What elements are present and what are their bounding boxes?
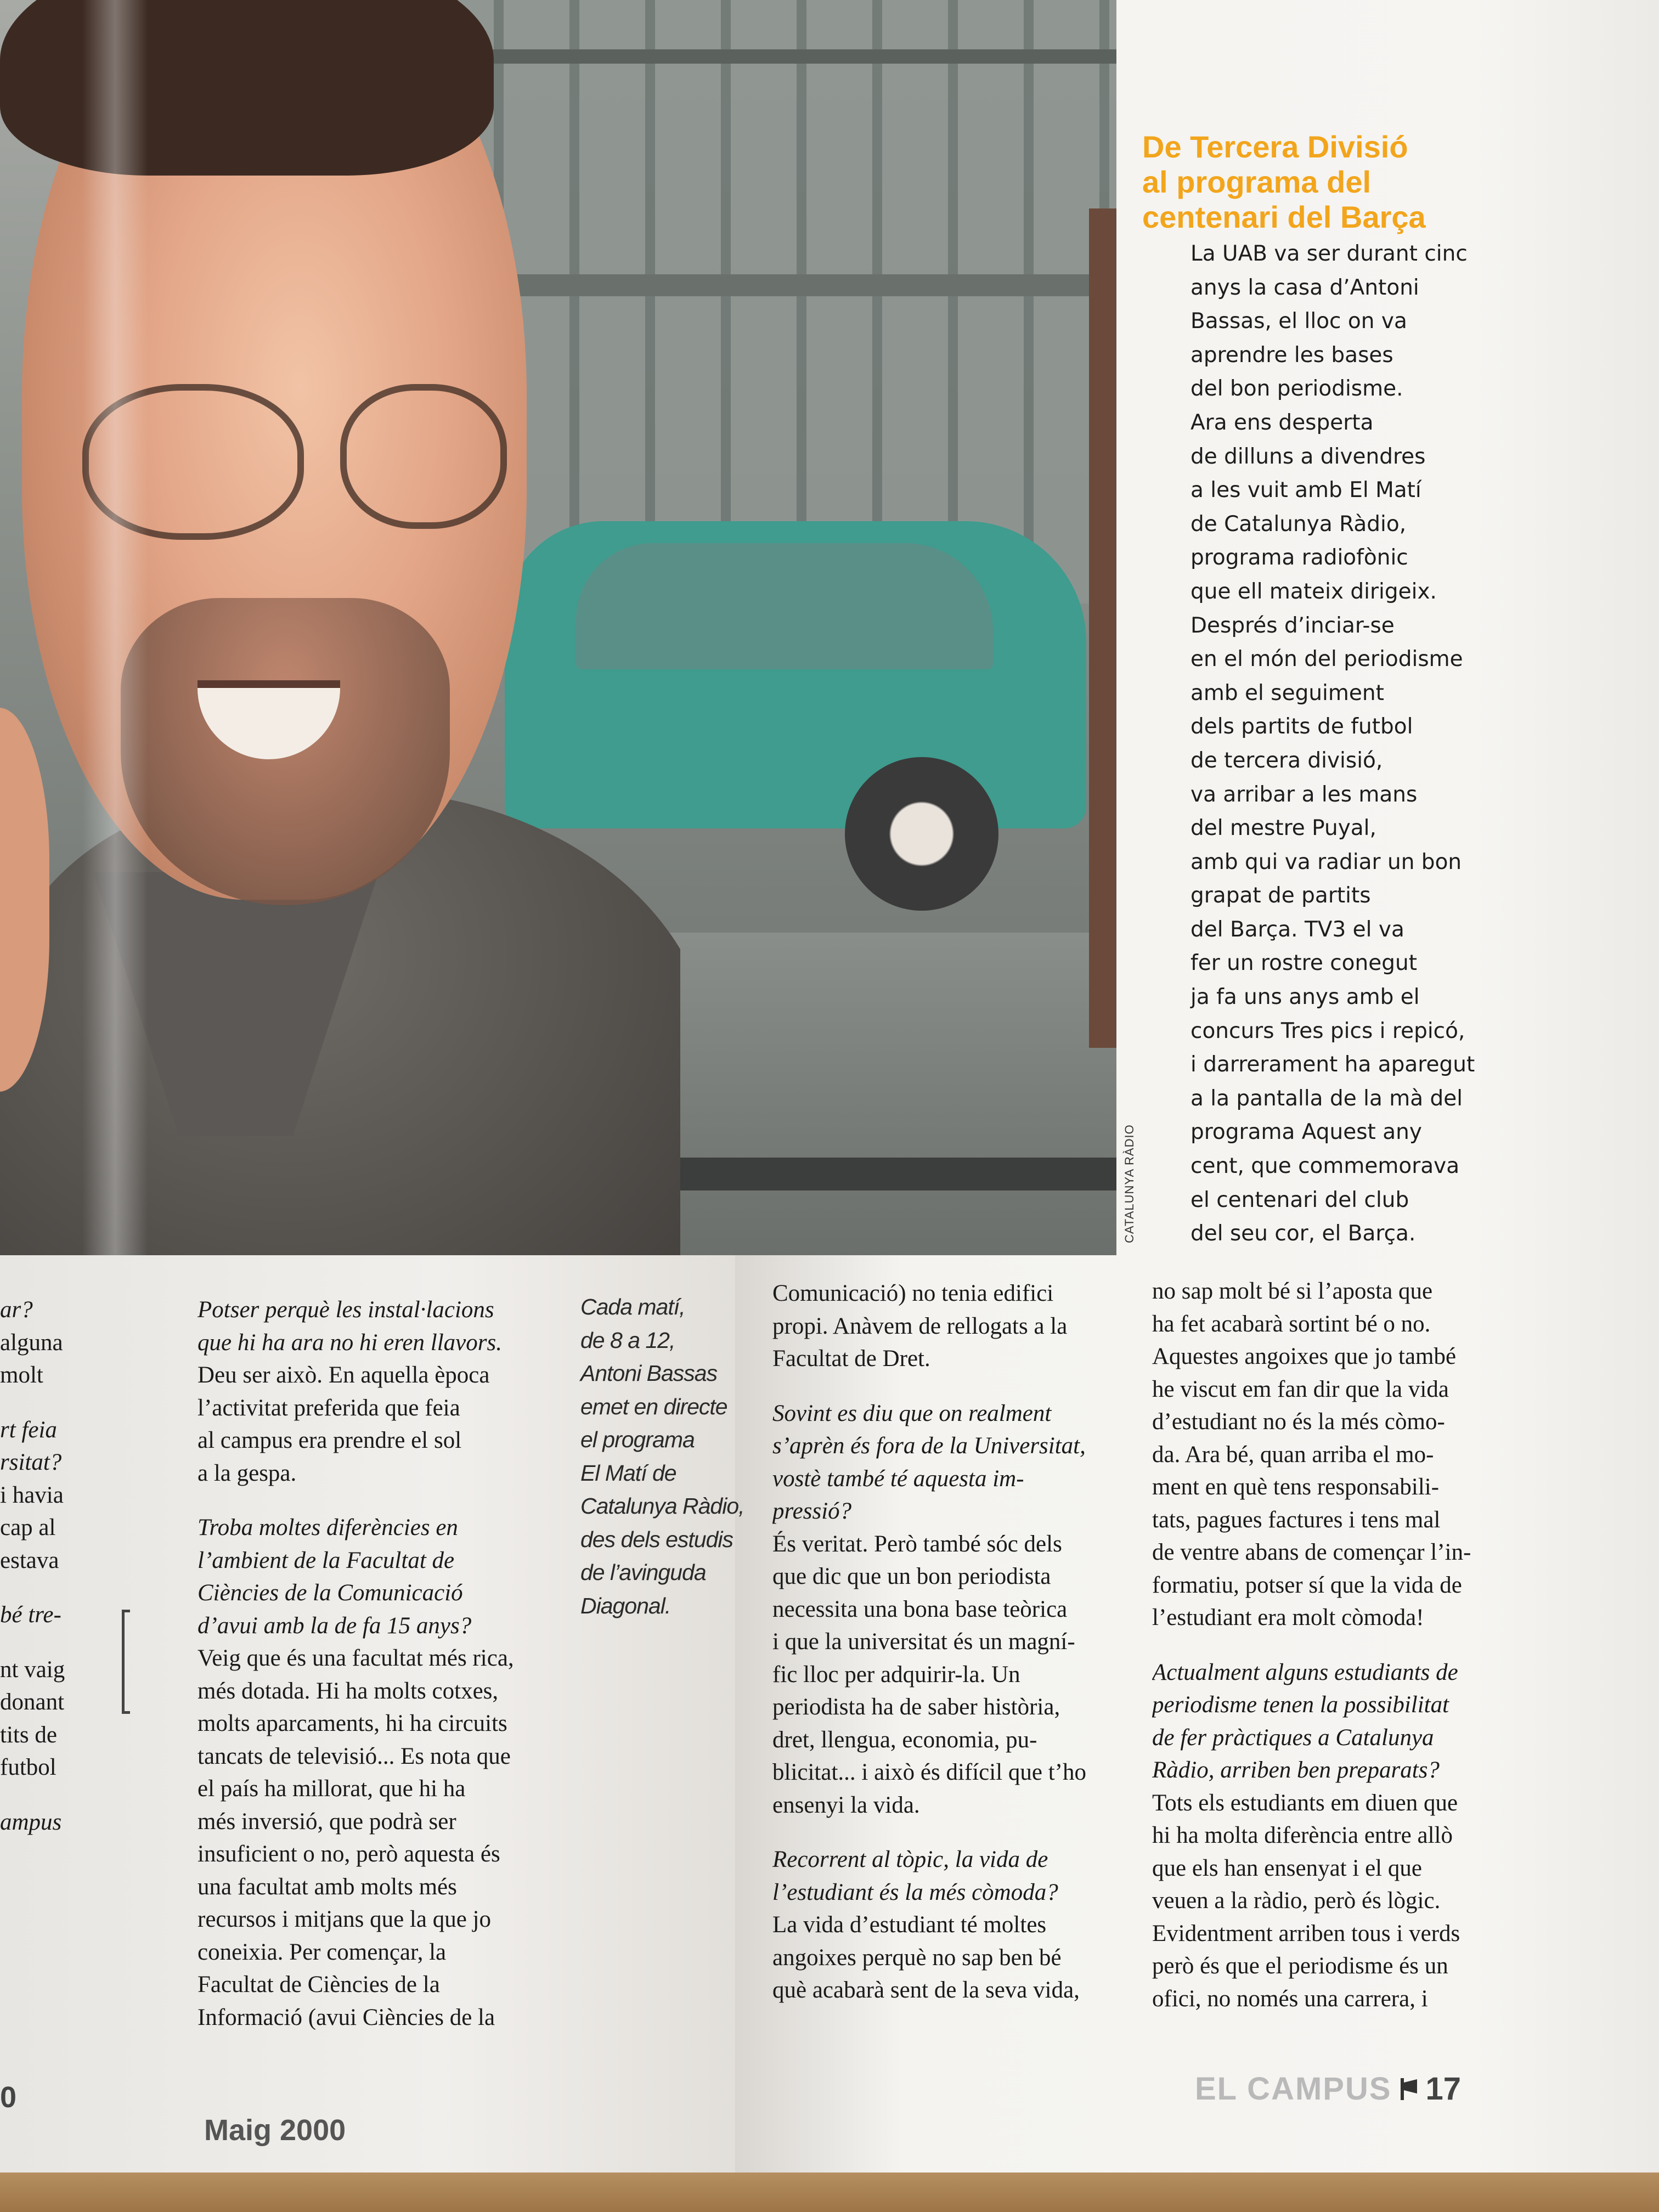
text-line: s’aprèn és fora de la Universitat, [772, 1433, 1086, 1459]
caption-line: de l’avinguda [580, 1560, 706, 1585]
text-line: És veritat. Però també sóc dels [772, 1531, 1062, 1557]
flag-icon [1400, 2077, 1418, 2101]
text-line: i que la universitat és un magní- [772, 1629, 1075, 1655]
text-line: La vida d’estudiant té moltes [772, 1912, 1047, 1938]
sidebar-line: aprendre les bases [1190, 342, 1393, 368]
caption-line: El Matí de [580, 1460, 676, 1486]
desk-surface [0, 2172, 1659, 2212]
text-line: Tots els estudiants em diuen que [1152, 1790, 1458, 1816]
sidebar-line: grapat de partits [1190, 883, 1371, 909]
sidebar-line: del seu cor, el Barça. [1190, 1221, 1416, 1246]
text-line: que hi ha ara no hi eren llavors. [198, 1329, 502, 1356]
sidebar-line: cent, que commemorava [1190, 1154, 1460, 1179]
paragraph-gap [0, 1632, 70, 1654]
text-line: ment en què tens responsabili- [1152, 1474, 1440, 1500]
text-line: més dotada. Hi ha molts cotxes, [198, 1678, 499, 1704]
text-line: tits de [0, 1722, 57, 1748]
paragraph-gap [0, 1392, 70, 1414]
text-line: d’avui amb la de fa 15 anys? [198, 1612, 472, 1639]
text-line: donant [0, 1689, 65, 1715]
text-line: què acabarà sent de la seva vida, [772, 1977, 1080, 2003]
sidebar-title [1142, 129, 1493, 235]
photo-credit: CATALUNYA RÀDIO [1122, 1124, 1136, 1243]
sidebar-line: a la pantalla de la mà del [1190, 1086, 1463, 1111]
sidebar-line: ja fa uns anys amb el [1190, 985, 1420, 1010]
sidebar-line: dels partits de futbol [1190, 714, 1413, 740]
text-line: futbol [0, 1754, 57, 1780]
text-line: angoixes perquè no sap ben bé [772, 1944, 1062, 1971]
paragraph-gap [0, 1577, 70, 1599]
sidebar-line: fer un rostre conegut [1190, 951, 1417, 976]
text-line: veuen a la ràdio, però és lògic. [1152, 1888, 1441, 1914]
sidebar-line: amb qui va radiar un bon [1190, 849, 1462, 874]
text-line: recursos i mitjans que la que jo [198, 1906, 491, 1932]
text-line: fic lloc per adquirir-la. Un [772, 1661, 1020, 1688]
text-line: d’estudiant no és la més còmo- [1152, 1409, 1445, 1435]
caption-line: Cada matí, [580, 1294, 685, 1319]
text-line: l’activitat preferida que feia [198, 1395, 460, 1421]
text-line: ofici, no només una carrera, i [1152, 1985, 1428, 2012]
text-line: ha fet acabarà sortint bé o no. [1152, 1311, 1431, 1337]
text-line: a la gespa. [198, 1460, 297, 1486]
sidebar-line: de tercera divisió, [1190, 748, 1383, 773]
issue-date: Maig 2000 [204, 2114, 346, 2147]
photo-car-wheel [845, 757, 998, 911]
text-line: Informació (avui Ciències de la [198, 2004, 495, 2030]
portrait-photo [0, 0, 1116, 1255]
paragraph-gap [1152, 1634, 1515, 1656]
text-line: Troba moltes diferències en [198, 1515, 458, 1541]
text-line: de ventre abans de començar l’in- [1152, 1539, 1471, 1565]
text-line: rt feia [0, 1417, 57, 1443]
cut-off-column [0, 1294, 70, 1838]
text-line: però és que el periodisme és un [1152, 1953, 1448, 1979]
page-number: 17 [1425, 2071, 1462, 2107]
text-line: periodisme tenen la possibilitat [1152, 1692, 1449, 1718]
text-line: el país ha millorat, que hi ha [198, 1776, 466, 1802]
text-line: molt [0, 1362, 43, 1388]
caption-line: el programa [580, 1427, 695, 1452]
sidebar-title-line: centenari del Barça [1142, 200, 1426, 234]
sidebar-line: programa Aquest any [1190, 1120, 1422, 1145]
text-line: no sap molt bé si l’aposta que [1152, 1278, 1433, 1304]
sidebar-title-line: al programa del [1142, 165, 1372, 199]
text-line: Deu ser això. En aquella època [198, 1362, 490, 1388]
text-line: coneixia. Per començar, la [198, 1939, 447, 1965]
text-line: rsitat? [0, 1449, 62, 1475]
caption-line: emet en directe [580, 1393, 727, 1419]
sidebar-line: La UAB va ser durant cinc [1190, 241, 1468, 266]
left-page-number: 0 [0, 2081, 17, 2114]
text-line: Comunicació) no tenia edifici [772, 1280, 1054, 1306]
text-line: vostè també té aquesta im- [772, 1465, 1024, 1492]
caption-line: Diagonal. [580, 1593, 671, 1618]
text-line: propi. Anàvem de rellogats a la [772, 1313, 1068, 1339]
sidebar-line: Bassas, el lloc on va [1190, 309, 1407, 334]
text-line: al campus era prendre el sol [198, 1427, 462, 1453]
page-fold-highlight [82, 0, 148, 1255]
text-line: més inversió, que podrà ser [198, 1808, 456, 1835]
text-line: Facultat de Ciències de la [198, 1972, 440, 1997]
text-line: tats, pagues factures i tens mal [1152, 1506, 1441, 1533]
photo-hair [0, 0, 494, 176]
text-line: ar? [0, 1297, 33, 1323]
photo-caption [580, 1290, 745, 1622]
sidebar-line: Ara ens desperta [1190, 410, 1374, 435]
sidebar-line: el centenari del club [1190, 1187, 1409, 1212]
text-line: Veig que és una facultat més rica, [198, 1645, 514, 1671]
sidebar-line: del mestre Puyal, [1190, 816, 1376, 841]
photo-window-pillar [1089, 208, 1116, 1048]
paragraph-gap [772, 1821, 1128, 1843]
text-line: alguna [0, 1329, 63, 1356]
text-line: molts aparcaments, hi ha circuits [198, 1711, 507, 1736]
text-line: Evidentment arriben tous i verds [1152, 1920, 1460, 1946]
article-column-2 [772, 1277, 1128, 2007]
sidebar-line: programa radiofònic [1190, 545, 1408, 571]
page-margin-mark [122, 1610, 130, 1714]
sidebar-line: del bon periodisme. [1190, 376, 1403, 402]
sidebar-body [1190, 237, 1509, 1251]
text-line: Actualment alguns estudiants de [1152, 1659, 1458, 1685]
sidebar-line: de Catalunya Ràdio, [1190, 511, 1407, 537]
article-column-1 [198, 1294, 553, 2034]
sidebar-line: en el món del periodisme [1190, 647, 1463, 672]
text-line: necessita una bona base teòrica [772, 1596, 1068, 1622]
text-line: da. Ara bé, quan arriba el mo- [1152, 1441, 1434, 1468]
sidebar-line: i darrerament ha aparegut [1190, 1052, 1475, 1077]
caption-line: de 8 a 12, [580, 1327, 675, 1353]
text-line: periodista ha de saber història, [772, 1694, 1060, 1720]
text-line: l’ambient de la Facultat de [198, 1547, 455, 1573]
text-line: que els han ensenyat i el que [1152, 1855, 1422, 1881]
sidebar-line: concurs Tres pics i repicó, [1190, 1018, 1465, 1043]
text-line: de fer pràctiques a Catalunya [1152, 1724, 1434, 1751]
text-line: Ciències de la Comunicació [198, 1580, 463, 1606]
sidebar-line: que ell mateix dirigeix. [1190, 579, 1437, 604]
sidebar-title-line: De Tercera Divisió [1142, 129, 1408, 164]
text-line: bé tre- [0, 1602, 61, 1628]
paragraph-gap [0, 1784, 70, 1806]
text-line: Recorrent al tòpic, la vida de [772, 1847, 1048, 1872]
text-line: una facultat amb molts més [198, 1874, 457, 1900]
text-line: estava [0, 1547, 59, 1573]
magazine-name: EL CAMPUS [1195, 2071, 1392, 2107]
text-line: nt vaig [0, 1656, 65, 1683]
sidebar-line: amb el seguiment [1190, 680, 1384, 706]
text-line: cap al [0, 1515, 56, 1541]
text-line: he viscut em fan dir que la vida [1152, 1376, 1449, 1402]
sidebar-line: anys la casa d’Antoni [1190, 275, 1419, 300]
sidebar-line: Després d’inciar-se [1190, 613, 1395, 638]
text-line: hi ha molta diferència entre allò [1152, 1822, 1453, 1848]
text-line: insuficient o no, però aquesta és [198, 1841, 500, 1867]
caption-line: des dels estudis [580, 1526, 733, 1552]
text-line: dret, llengua, economia, pu- [772, 1726, 1037, 1753]
text-line: Ràdio, arriben ben preparats? [1152, 1757, 1440, 1783]
sidebar-line: a les vuit amb El Matí [1190, 478, 1421, 503]
text-line: pressió? [772, 1498, 852, 1524]
text-line: que dic que un bon periodista [772, 1564, 1051, 1589]
text-line: blicitat... i això és difícil que t’ho [772, 1759, 1086, 1785]
text-line: Sovint es diu que on realment [772, 1400, 1052, 1426]
magazine-footer [1195, 2070, 1461, 2107]
text-line: ensenyi la vida. [772, 1792, 920, 1818]
caption-line: Antoni Bassas [580, 1361, 718, 1386]
sidebar-line: va arribar a les mans [1190, 782, 1418, 807]
text-line: i havia [0, 1482, 64, 1508]
text-line: formatiu, potser sí que la vida de [1152, 1572, 1462, 1598]
text-line: Aquestes angoixes que jo també [1152, 1344, 1457, 1369]
text-line: l’estudiant era molt còmoda! [1152, 1605, 1424, 1630]
photo-glasses-lens [340, 384, 507, 529]
sidebar-line: del Barça. TV3 el va [1190, 917, 1404, 942]
paragraph-gap [772, 1375, 1128, 1397]
text-line: l’estudiant és la més còmoda? [772, 1879, 1058, 1905]
article-column-3 [1152, 1275, 1515, 2015]
text-line: ampus [0, 1809, 62, 1835]
caption-line: Catalunya Ràdio, [580, 1493, 744, 1519]
sidebar-line: de dilluns a divendres [1190, 444, 1426, 469]
text-line: Facultat de Dret. [772, 1346, 930, 1372]
text-line: Potser perquè les instal·lacions [198, 1297, 494, 1323]
paragraph-gap [198, 1489, 553, 1511]
text-line: tancats de televisió... Es nota que [198, 1743, 511, 1769]
